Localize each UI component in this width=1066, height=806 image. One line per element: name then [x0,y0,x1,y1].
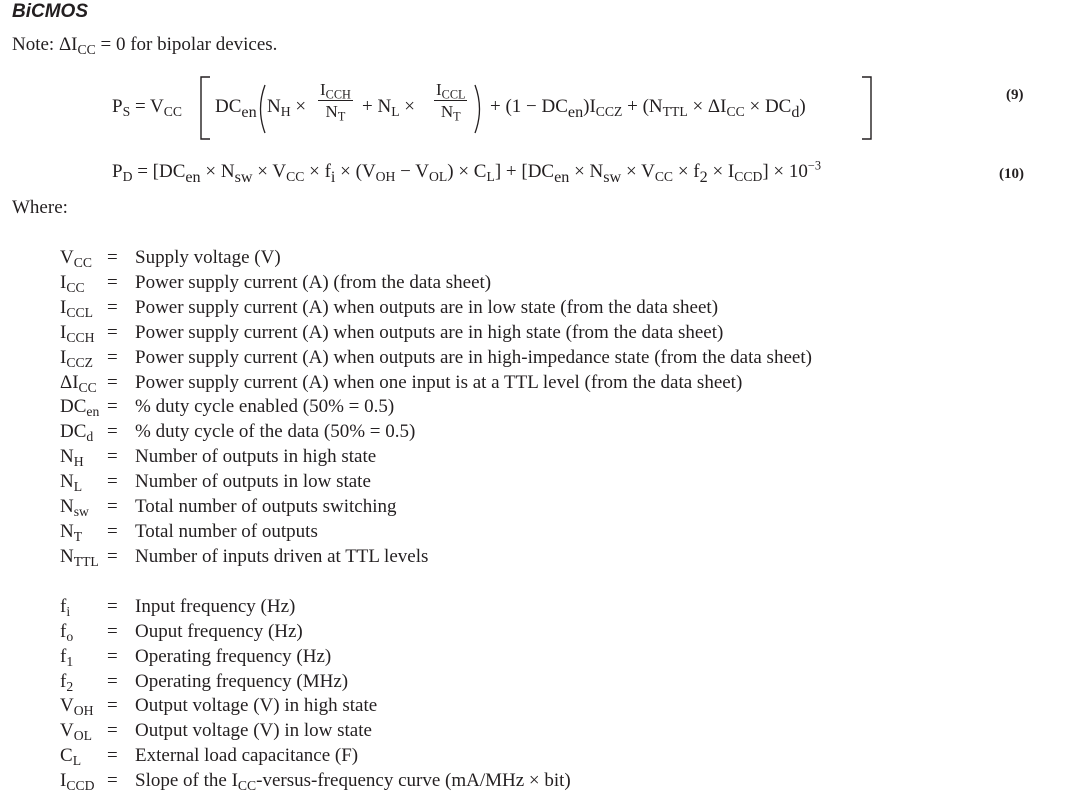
definition-row: $V_{OH}$ = Output voltage (V) in high state [60,695,378,719]
spacer-row [60,570,812,595]
note-line [12,34,277,56]
definition-row: $I_{CCL}$ = Power supply current (A) when outputs are in low state (from the data sheet) [60,296,719,320]
equation-10: $P_D = [DC_{en} \times N_{sw} \times V_{CC} \times f_i \times (V_{OH} - V_{OL}) \times C_L] + [DC_{en} \times N_{sw} \times V_{CC} \times f_2 \times I_{CCD}] \times 10^{-3}$ [112,158,822,186]
definition-row: $f_2$ = Operating frequency (MHz) [60,670,349,694]
definition-row: $V_{CC}$ = Supply voltage (V) [60,247,281,270]
definition-row: $V_{OL}$ = Output voltage (V) in low state [60,720,372,744]
definition-row: $N_T$ = Total number of outputs [60,520,318,544]
definition-row: $C_L$ = External load capacitance (F) [60,745,359,769]
note-sub: CC [77,41,96,57]
where-label: Where: [12,197,68,218]
left-paren [255,84,267,134]
definitions-table [60,246,812,794]
definition-row: $DC_d$ = % duty cycle of the data (50% = 0.5) [60,421,416,445]
definition-row: $I_{CCZ}$ = Power supply current (A) when outputs are in high-impedance state (from the data sheet) [60,346,812,370]
definition-row: $DC_{en}$ = % duty cycle enabled (50% = 0.5) [60,396,395,420]
definition-row: $I_{CC}$ = Power supply current (A) (from the data sheet) [60,271,492,295]
note-delta: ΔI [58,34,78,55]
left-bracket [198,76,212,140]
note-suffix: = 0 for bipolar devices. [95,34,278,55]
definition-row: $f_o$ = Ouput frequency (Hz) [60,620,303,644]
definition-row: $I_{CCH}$ = Power supply current (A) when outputs are in high state (from the data sheet) [60,321,724,345]
right-bracket [860,76,874,140]
definition-row: $\Delta I_{CC}$ = Power supply current (A) when one input is at a TTL level (from the data sheet) [60,371,743,395]
definition-row: $N_{TTL}$ = Number of inputs driven at TTL levels [60,545,429,569]
section-title: BiCMOS [12,1,88,22]
definition-row: $N_L$ = Number of outputs in low state [60,471,371,494]
right-paren [473,84,485,134]
definition-row: $f_1$ = Operating frequency (Hz) [60,645,332,669]
definition-row: $I_{CCD}$ = Slope of the $I_{CC}-versus$-frequency curve (mA/MHz × bit) [60,770,571,793]
equation-number-9: (9) [1006,87,1024,103]
definition-row: $N_H$ = Number of outputs in high state [60,446,377,470]
note-prefix: Note: [12,34,59,55]
definition-row: $N_{sw}$ = Total number of outputs switching [60,496,397,519]
equation-number-10: (10) [999,166,1024,182]
definition-row: $f_i$ = Input frequency (Hz) [60,595,296,619]
